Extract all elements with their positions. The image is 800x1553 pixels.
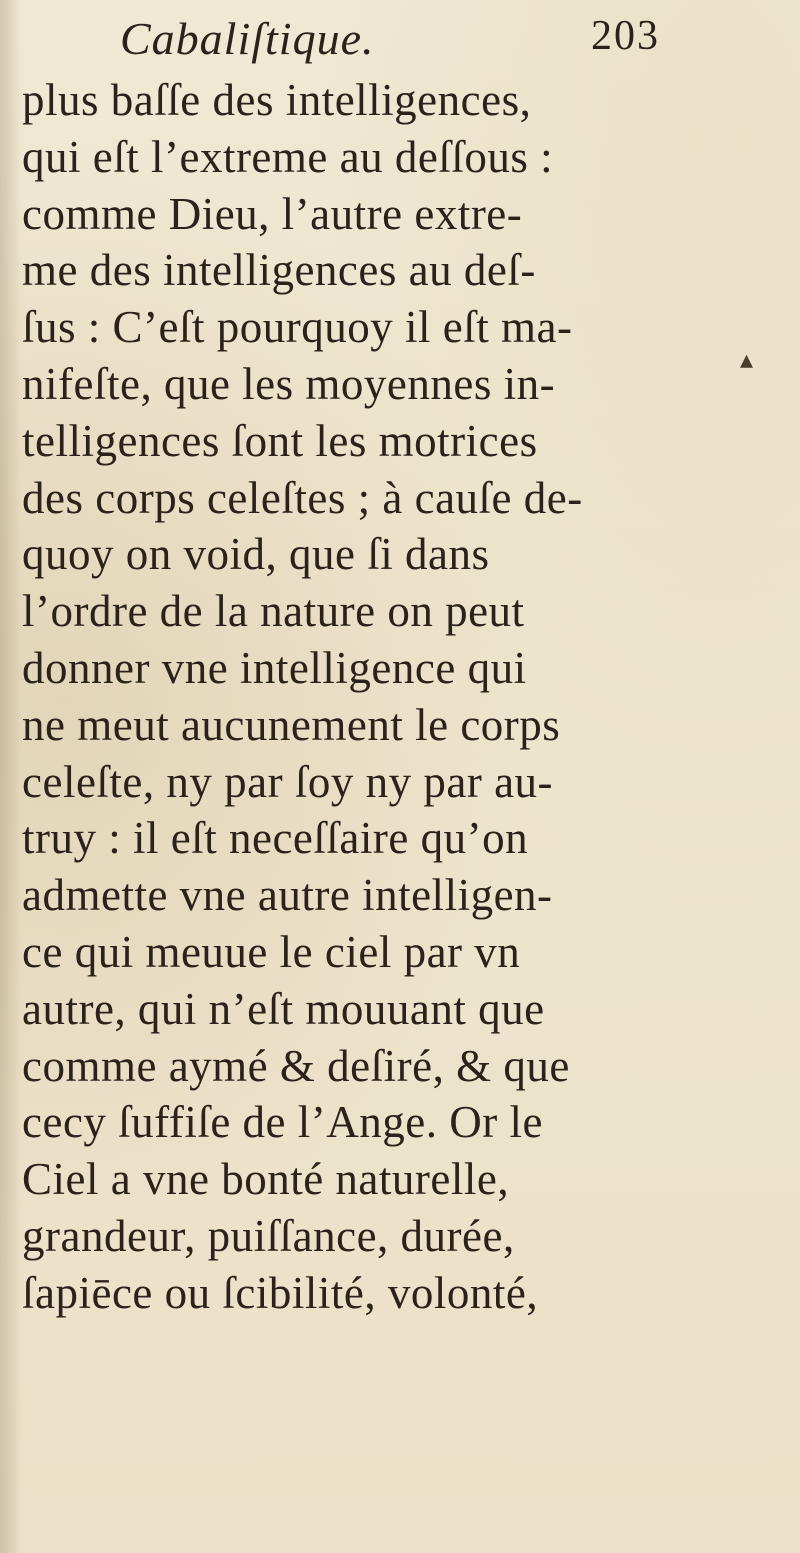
page-number: 203 <box>591 13 660 59</box>
text-line: l’ordre de la nature on peut <box>22 586 525 637</box>
text-line: grandeur, puiſſance, durée, <box>22 1210 515 1261</box>
text-line: ce qui meuue le ciel par vn <box>22 926 521 977</box>
text-line: celeſte, ny par ſoy ny par au- <box>22 756 554 807</box>
text-line: truy : il eſt neceſſaire qu’on <box>22 813 529 864</box>
ink-speck: ▴ <box>740 345 754 374</box>
text-line: autre, qui n’eſt mouuant que <box>22 983 545 1034</box>
text-line: plus baſſe des intelligences, <box>22 75 532 125</box>
text-line: me des intelligences au deſ- <box>22 245 536 296</box>
gutter-shadow <box>0 0 22 1553</box>
text-line: comme aymé & deſiré, & que <box>22 1040 570 1091</box>
text-line: des corps celeſtes ; à cauſe de- <box>22 472 583 523</box>
page-header <box>120 12 660 72</box>
text-line: admette vne autre intelligen- <box>22 870 553 921</box>
body-text <box>22 72 782 1322</box>
text-line: ne meut aucunement le corps <box>22 699 561 750</box>
text-line: ſapiēce ou ſcibilité, volonté, <box>22 1267 539 1318</box>
text-line: quoy on void, que ſi dans <box>22 529 490 580</box>
text-line: qui eſt l’extreme au deſſous : <box>22 131 554 182</box>
text-line: nifeſte, que les moyennes in- <box>22 358 556 409</box>
text-line: ſus : C’eſt pourquoy il eſt ma- <box>22 302 573 353</box>
running-head: Cabaliſtique. <box>120 13 375 64</box>
text-line: Ciel a vne bonté naturelle, <box>22 1154 510 1205</box>
text-line: cecy ſuffiſe de l’Ange. Or le <box>22 1097 543 1148</box>
text-line: donner vne intelligence qui <box>22 642 527 693</box>
text-line: comme Dieu, l’autre extre- <box>22 188 523 239</box>
text-line: telligences ſont les motrices <box>22 415 538 466</box>
